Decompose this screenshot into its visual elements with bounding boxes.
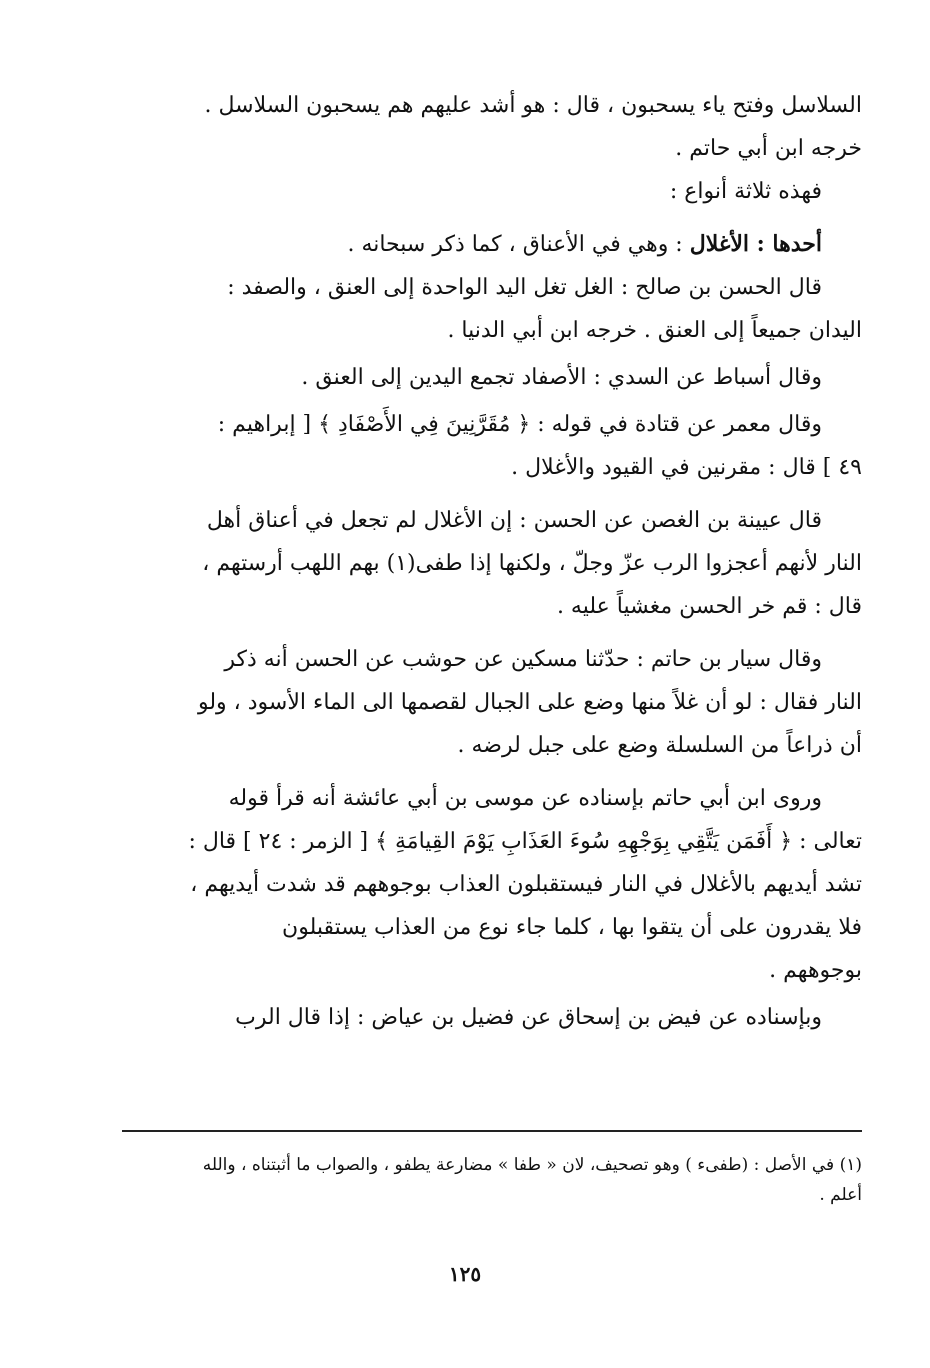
section-heading: أحدها : الأغلال — [689, 231, 822, 257]
text-line: تشد أيديهم بالأغلال في النار فيستقبلون العذاب بوجوههم قد شدت أيديهم ، — [190, 872, 862, 897]
text-line: خرجه ابن أبي حاتم . — [675, 136, 862, 161]
text-line: ٤٩ ] قال : مقرنين في القيود والأغلال . — [511, 455, 862, 480]
page-number: ١٢٥ — [448, 1262, 482, 1286]
paragraph-7 — [112, 499, 862, 628]
text-line: وروى ابن أبي حاتم بإسناده عن موسى بن أبي عائشة أنه قرأ قوله — [228, 786, 822, 811]
main-text — [112, 84, 862, 1039]
text-line: أن ذراعاً من السلسلة وضع على جبل لرضه . — [457, 733, 862, 758]
footnote — [112, 1150, 862, 1210]
text-line: قال عيينة بن الغصن عن الحسن : إن الأغلال لم تجعل في أعناق أهل — [206, 508, 822, 533]
paragraph-10 — [112, 996, 862, 1039]
text-line: وقال معمر عن قتادة في قوله : ﴿ مُقَرَّنِينَ فِي الأَصْفَادِ ﴾ [ إبراهيم : — [217, 412, 822, 437]
text-run: : وهي في الأعناق ، كما ذكر سبحانه . — [347, 232, 690, 257]
text-line: النار لأنهم أعجزوا الرب عزّ وجلّ ، ولكنها إذا طفى(١) بهم اللهب أرستهم ، — [202, 551, 862, 576]
text-line: تعالى : ﴿ أَفَمَن يَتَّقِي بِوَجْهِهِ سُوءَ العَذَابِ يَوْمَ القِيامَةِ ﴾ [ الزمر : ٢٤ ] قال : — [188, 829, 862, 854]
paragraph-4 — [112, 266, 862, 352]
text-line: بوجوههم . — [769, 958, 862, 983]
text-line — [112, 223, 862, 266]
text-line: النار فقال : لو أن غلاً منها وضع على الجبال لقصمها الى الماء الأسود ، ولو — [197, 690, 862, 715]
paragraph-6 — [112, 403, 862, 489]
paragraph-2 — [112, 170, 862, 213]
text-line: فلا يقدرون على أن يتقوا بها ، كلما جاء نوع من العذاب يستقبلون — [282, 915, 862, 940]
text-line: اليدان جميعاً إلى العنق . خرجه ابن أبي الدنيا . — [447, 318, 862, 343]
paragraph-9 — [112, 777, 862, 992]
text-line: السلاسل وفتح ياء يسحبون ، قال : هو أشد عليهم هم يسحبون السلاسل . — [204, 93, 862, 118]
paragraph-3 — [112, 223, 862, 266]
text-line: قال الحسن بن صالح : الغل تغل اليد الواحدة إلى العنق ، والصفد : — [227, 275, 822, 300]
footnote-line: (١) في الأصل : (طفىء ) وهو تصحيف، لان « طفا » مضارعة يطفو ، والصواب ما أثبتناه ، والله — [202, 1155, 862, 1175]
paragraph-5 — [112, 356, 862, 399]
text-line: وقال سيار بن حاتم : حدّثنا مسكين عن حوشب عن الحسن أنه ذكر — [224, 647, 822, 672]
text-line: فهذه ثلاثة أنواع : — [669, 179, 822, 204]
text-line: قال : قم خر الحسن مغشياً عليه . — [556, 594, 862, 619]
paragraph-1 — [112, 84, 862, 170]
text-line: وقال أسباط عن السدي : الأصفاد تجمع اليدين إلى العنق . — [301, 365, 822, 390]
text-line: وبإسناده عن فيض بن إسحاق عن فضيل بن عياض : إذا قال الرب — [235, 1005, 822, 1030]
footnote-divider — [122, 1130, 862, 1132]
paragraph-8 — [112, 638, 862, 767]
footnote-line: أعلم . — [819, 1185, 862, 1205]
